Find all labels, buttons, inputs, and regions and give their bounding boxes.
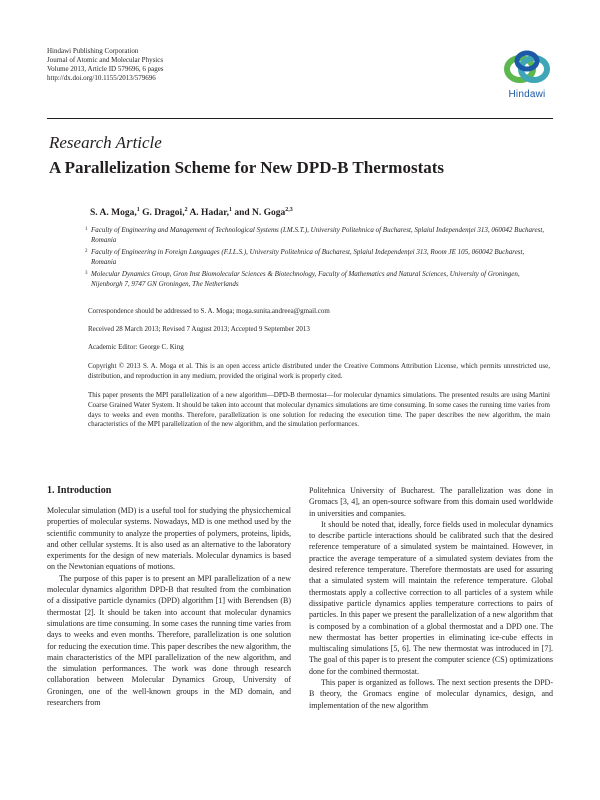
hindawi-logo-icon [498, 45, 556, 89]
copyright-notice: Copyright © 2013 S. A. Moga et al. This is an open access article distributed under the Creative Commons Attribution License, which permits unrestricted use, distribution, and reproduction in any medium, provided the original work is properly cited. [88, 362, 550, 380]
affiliation-text: Molecular Dynamics Group, Gron Inst Biomolecular Sciences & Biotechnology, Faculty of Mathematics and Natural Sciences, University of Groningen, Nijenborgh 7, 9747 GN Groningen, The Netherlands [91, 270, 520, 288]
abstract: This paper presents the MPI parallelization of a new algorithm—DPD-B thermostat—for molecular dynamics simulations. The presented results are using Martini Coarse Grained Water System. It should be taken into account that molecular dynamics simulations are time consuming. In some cases the running time varies from days to weeks and even months. Therefore, parallelization is one solution for reducing the execution time. The paper describes the new algorithm, the main characteristics of the MPI parallelization of the new algorithm, and the simulation performances. [88, 391, 550, 429]
section-heading: 1. Introduction [47, 485, 112, 496]
author-affil-mark: 1 [228, 207, 232, 213]
header-divider [47, 118, 553, 119]
author-affil-mark: 1 [136, 207, 140, 213]
affiliation [85, 226, 548, 245]
affiliation-text: Faculty of Engineering in Foreign Languages (F.I.L.S.), University Politehnica of Bucharest, Splaiul Independenței 313, Room JE 105, 060042 Bucharest, Romania [91, 248, 525, 266]
article-title: A Parallelization Scheme for New DPD-B Thermostats [49, 158, 445, 177]
body-paragraph: Molecular simulation (MD) is a useful tool for studying the physicchemical properties of molecular systems. Nowadays, MD is one method used by the scientific community to analyze the properties of polymers, proteins, lipids, and other cellular systems. It is also used as an alternative to the laboratory experiments for the design of new materials. Molecular dynamics is based on the Newtonian equations of motions. [47, 506, 291, 572]
affiliation-mark: 2 [85, 249, 88, 254]
body-paragraph: This paper is organized as follows. The next section presents the DPD-B theory, the Gromacs engine of molecular dynamics, design, and implementation of the new algorithm [309, 678, 553, 710]
author-affil-mark: 2,3 [285, 207, 293, 213]
academic-editor: Academic Editor: George C. King [88, 343, 184, 351]
author-affil-mark: 2 [184, 207, 188, 213]
journal-name: Journal of Atomic and Molecular Physics [47, 56, 164, 64]
body-paragraph: Politehnica University of Bucharest. The parallelization was done in Gromacs [3, 4], an open-source software from this domain used worldwide in universities and companies. [309, 486, 553, 518]
doi-link[interactable]: http://dx.doi.org/10.1155/2013/579696 [47, 74, 156, 82]
body-left-column [47, 485, 291, 708]
author-name: G. Dragoi, [142, 208, 185, 219]
publisher-name: Hindawi Publishing Corporation [47, 47, 139, 55]
affiliation [85, 270, 548, 289]
affiliation-text: Faculty of Engineering and Management of Technological Systems (I.M.S.T.), University Politehnica of Bucharest, Splaiul Independenței 313, 060042 Bucharest, Romania [91, 226, 545, 244]
body-right-column [309, 485, 553, 711]
hindawi-logo [498, 45, 556, 107]
correspondence-note: Correspondence should be addressed to S. A. Moga; moga.sunita.andreea@gmail.com [88, 307, 330, 315]
affiliation [85, 248, 548, 267]
author-list [90, 207, 293, 218]
author-name: and N. Goga [234, 208, 286, 219]
author-name: A. Hadar, [189, 208, 229, 219]
author-name: S. A. Moga, [90, 208, 137, 219]
affiliations [85, 226, 548, 292]
volume-info: Volume 2013, Article ID 579696, 6 pages [47, 65, 164, 73]
body-paragraph: It should be noted that, ideally, force fields used in molecular dynamics to describe particle interactions should be calibrated such that the desired reference temperature of a simulated system be maintained. However, in practice the average temperature of a simulated system deviates from the desired reference temperature. Therefore thermostats are used for assuring that a simulated system will maintain the reference temperature. Global thermostats apply a collective correction to all particles of a system while dissipative particle dynamics applies temperature corrections to pairs of particles. In this paper we present the parallelization of a new algorithm that is composed by a combination of a global thermostat and a DPD one. The new thermostat has better properties in eliminating ice-cube effects in multiscaling simulations [5, 6]. The new thermostat was introduced in [7]. The goal of this paper is to present the computer science (CS) optimizations done for the combined thermostat. [309, 519, 553, 676]
body-paragraph: The purpose of this paper is to present an MPI parallelization of a new molecular dynamics algorithm DPD-B that resulted from the combination of a dissipative particle dynamics (DPD) algorithm [1] with Berendsen (B) thermostat [2]. It should be taken into account that molecular dynamics simulations are time consuming. In some cases the running time varies from days to weeks and even months. Therefore, parallelization is one solution for reducing the execution time. This paper describes the new algorithm, the main characteristics of the MPI parallelization of the new algorithm, and the simulation performances. The work was done through research collaboration between Molecular Dynamics Group, University of Groningen, one of the well-known groups in the MD domain, and researchers from [47, 573, 291, 708]
hindawi-logo-text: Hindawi [508, 89, 546, 100]
article-dates: Received 28 March 2013; Revised 7 August 2013; Accepted 9 September 2013 [88, 325, 310, 333]
affiliation-mark: 1 [85, 227, 88, 232]
journal-header [47, 47, 164, 83]
article-type: Research Article [49, 133, 162, 152]
affiliation-mark: 3 [85, 271, 88, 276]
